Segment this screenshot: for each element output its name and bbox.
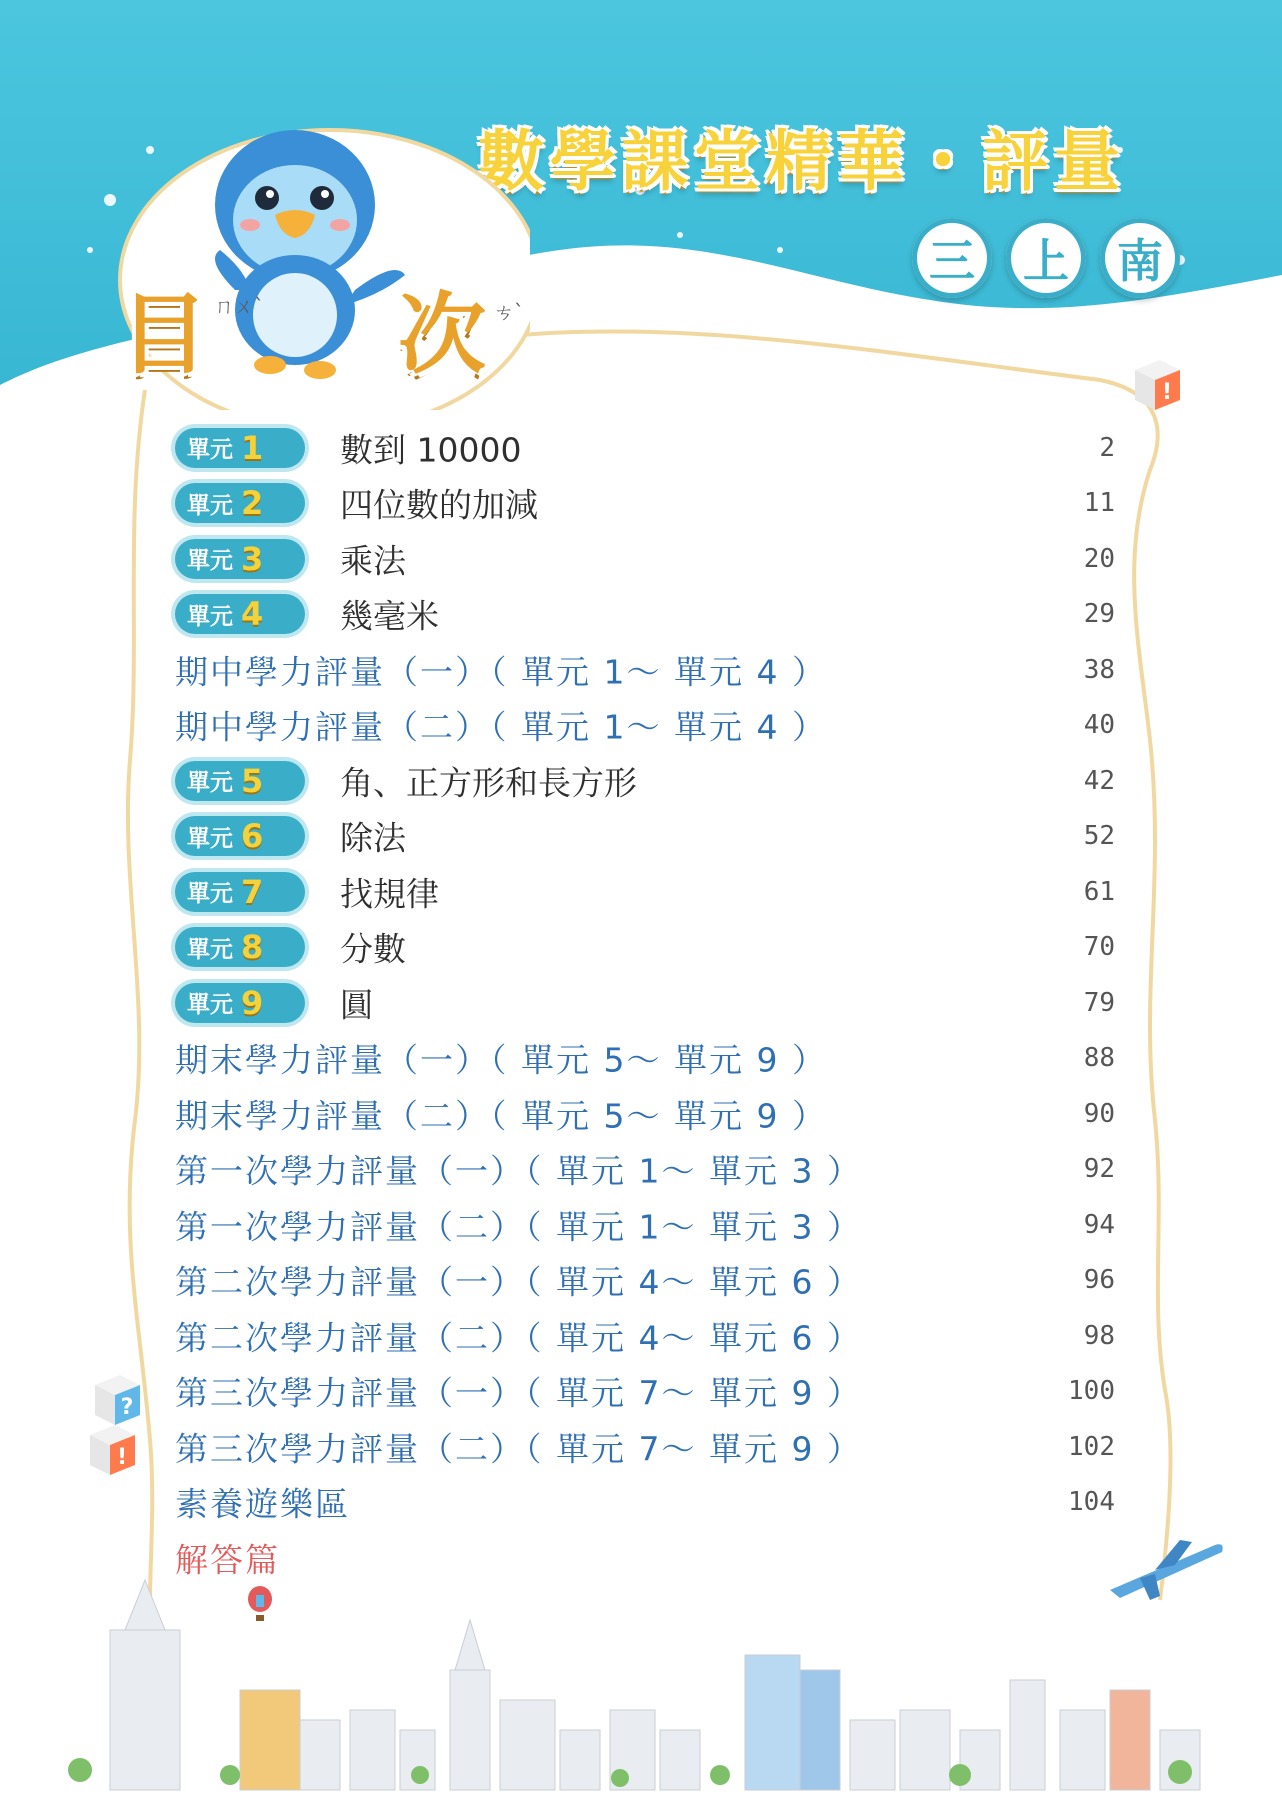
unit-number: 3 [241, 539, 264, 578]
unit-badge-label: 單元 [187, 825, 233, 852]
toc-page-number: 98 [1083, 1320, 1115, 1351]
toc-entry-title: 期中學力評量（二）（ 單元 1～ 單元 4 ） [175, 707, 827, 747]
toc-row[interactable] [175, 476, 1115, 532]
toc-page-number: 102 [1068, 1431, 1115, 1462]
toc-entry-title: 圓 [340, 985, 373, 1025]
toc-entry-title: 除法 [340, 818, 406, 858]
unit-badge-label: 單元 [187, 770, 233, 797]
unit-badge [175, 816, 305, 856]
toc-entry-title: 角、正方形和長方形 [340, 763, 637, 803]
toc-page-number: 52 [1083, 821, 1115, 852]
toc-page-number: 94 [1083, 1209, 1115, 1240]
toc-row[interactable] [175, 864, 1115, 920]
toc-row[interactable] [175, 698, 1115, 754]
toc-entry-title: 第三次學力評量（一）（ 單元 7～ 單元 9 ） [175, 1373, 862, 1413]
exclamation-cube-icon [80, 1420, 140, 1480]
grade-badge: 三 [912, 218, 992, 298]
toc-page-number: 104 [1068, 1487, 1115, 1518]
toc-page-number: 88 [1083, 1043, 1115, 1074]
grade-badges [912, 218, 1180, 298]
toc-page-number: 70 [1083, 932, 1115, 963]
toc-heading-char-2: 次 [398, 283, 487, 386]
toc-page-number: 96 [1083, 1265, 1115, 1296]
toc-heading-char-1: 目 [120, 283, 209, 386]
unit-badge [175, 428, 305, 468]
toc-row[interactable] [175, 531, 1115, 587]
toc-heading-zhuyin-2: ㄘˋ [494, 300, 524, 324]
toc-entry-title: 期末學力評量（一）（ 單元 5～ 單元 9 ） [175, 1040, 827, 1080]
toc-page-number: 92 [1083, 1154, 1115, 1185]
toc-entry-title: 第一次學力評量（二）（ 單元 1～ 單元 3 ） [175, 1207, 862, 1247]
toc-row[interactable] [175, 1308, 1115, 1364]
toc-entry-title: 找規律 [340, 874, 439, 914]
toc-row[interactable] [175, 1031, 1115, 1087]
unit-badge-label: 單元 [187, 437, 233, 464]
unit-badge [175, 761, 305, 801]
toc-page-number: 2 [1099, 432, 1115, 463]
svg-text:!: ! [116, 1445, 128, 1470]
toc-row[interactable] [175, 1419, 1115, 1475]
toc-row[interactable] [175, 642, 1115, 698]
exclamation-cube-icon [1125, 355, 1185, 415]
unit-number: 7 [241, 872, 264, 911]
toc-entry-title: 期中學力評量（一）（ 單元 1～ 單元 4 ） [175, 652, 827, 692]
toc-page-number: 11 [1083, 488, 1115, 519]
unit-badge [175, 539, 305, 579]
toc-entry-title: 四位數的加減 [340, 485, 538, 525]
toc-page-number: 100 [1068, 1376, 1115, 1407]
book-title: 數學課堂精華・評量 [478, 123, 1126, 200]
toc-row[interactable] [175, 1475, 1115, 1531]
unit-badge [175, 872, 305, 912]
unit-number: 1 [241, 428, 264, 467]
toc-page-number: 29 [1083, 599, 1115, 630]
toc-entry-title: 第二次學力評量（二）（ 單元 4～ 單元 6 ） [175, 1318, 862, 1358]
toc-entry-title: 解答篇 [175, 1540, 280, 1580]
unit-badge-label: 單元 [187, 936, 233, 963]
toc-page-number: 42 [1083, 765, 1115, 796]
unit-badge [175, 927, 305, 967]
toc-entry-title: 期末學力評量（二）（ 單元 5～ 單元 9 ） [175, 1096, 827, 1136]
toc-row[interactable] [175, 1086, 1115, 1142]
unit-badge [175, 983, 305, 1023]
svg-text:?: ? [120, 1395, 134, 1420]
table-of-contents [175, 420, 1115, 1586]
unit-badge [175, 483, 305, 523]
toc-entry-title: 第二次學力評量（一）（ 單元 4～ 單元 6 ） [175, 1262, 862, 1302]
toc-page-number: 40 [1083, 710, 1115, 741]
toc-row[interactable] [175, 1253, 1115, 1309]
toc-entry-title: 乘法 [340, 541, 406, 581]
toc-row[interactable] [175, 1142, 1115, 1198]
toc-page-number: 90 [1083, 1098, 1115, 1129]
unit-number: 2 [241, 484, 264, 523]
toc-entry-title: 第三次學力評量（二）（ 單元 7～ 單元 9 ） [175, 1429, 862, 1469]
toc-row[interactable] [175, 1197, 1115, 1253]
publisher-badge: 南 [1100, 218, 1180, 298]
unit-number: 8 [241, 928, 264, 967]
toc-page-number: 61 [1083, 876, 1115, 907]
toc-page-number: 38 [1083, 654, 1115, 685]
unit-number: 5 [241, 761, 264, 800]
toc-entry-title: 第一次學力評量（一）（ 單元 1～ 單元 3 ） [175, 1151, 862, 1191]
unit-badge [175, 594, 305, 634]
unit-badge-label: 單元 [187, 881, 233, 908]
unit-number: 6 [241, 817, 264, 856]
toc-entry-title: 分數 [340, 929, 406, 969]
toc-row[interactable] [175, 1364, 1115, 1420]
toc-page-number: 20 [1083, 543, 1115, 574]
toc-entry-title: 素養遊樂區 [175, 1484, 350, 1524]
toc-entry-title: 幾毫米 [340, 596, 439, 636]
toc-row[interactable] [175, 975, 1115, 1031]
city-skyline-icon [0, 1560, 1282, 1813]
unit-badge-label: 單元 [187, 603, 233, 630]
toc-entry-title: 數到 10000 [340, 430, 522, 470]
unit-number: 4 [241, 595, 264, 634]
toc-row[interactable] [175, 420, 1115, 476]
svg-text:!: ! [1161, 380, 1173, 405]
unit-number: 9 [241, 983, 264, 1022]
unit-badge-label: 單元 [187, 992, 233, 1019]
toc-row[interactable] [175, 809, 1115, 865]
toc-row[interactable] [175, 587, 1115, 643]
unit-badge-label: 單元 [187, 492, 233, 519]
unit-badge-label: 單元 [187, 548, 233, 575]
semester-badge: 上 [1006, 218, 1086, 298]
toc-row[interactable] [175, 920, 1115, 976]
toc-row[interactable] [175, 753, 1115, 809]
toc-heading-zhuyin-1: ㄇㄨˋ [214, 294, 264, 318]
toc-page-number: 79 [1083, 987, 1115, 1018]
